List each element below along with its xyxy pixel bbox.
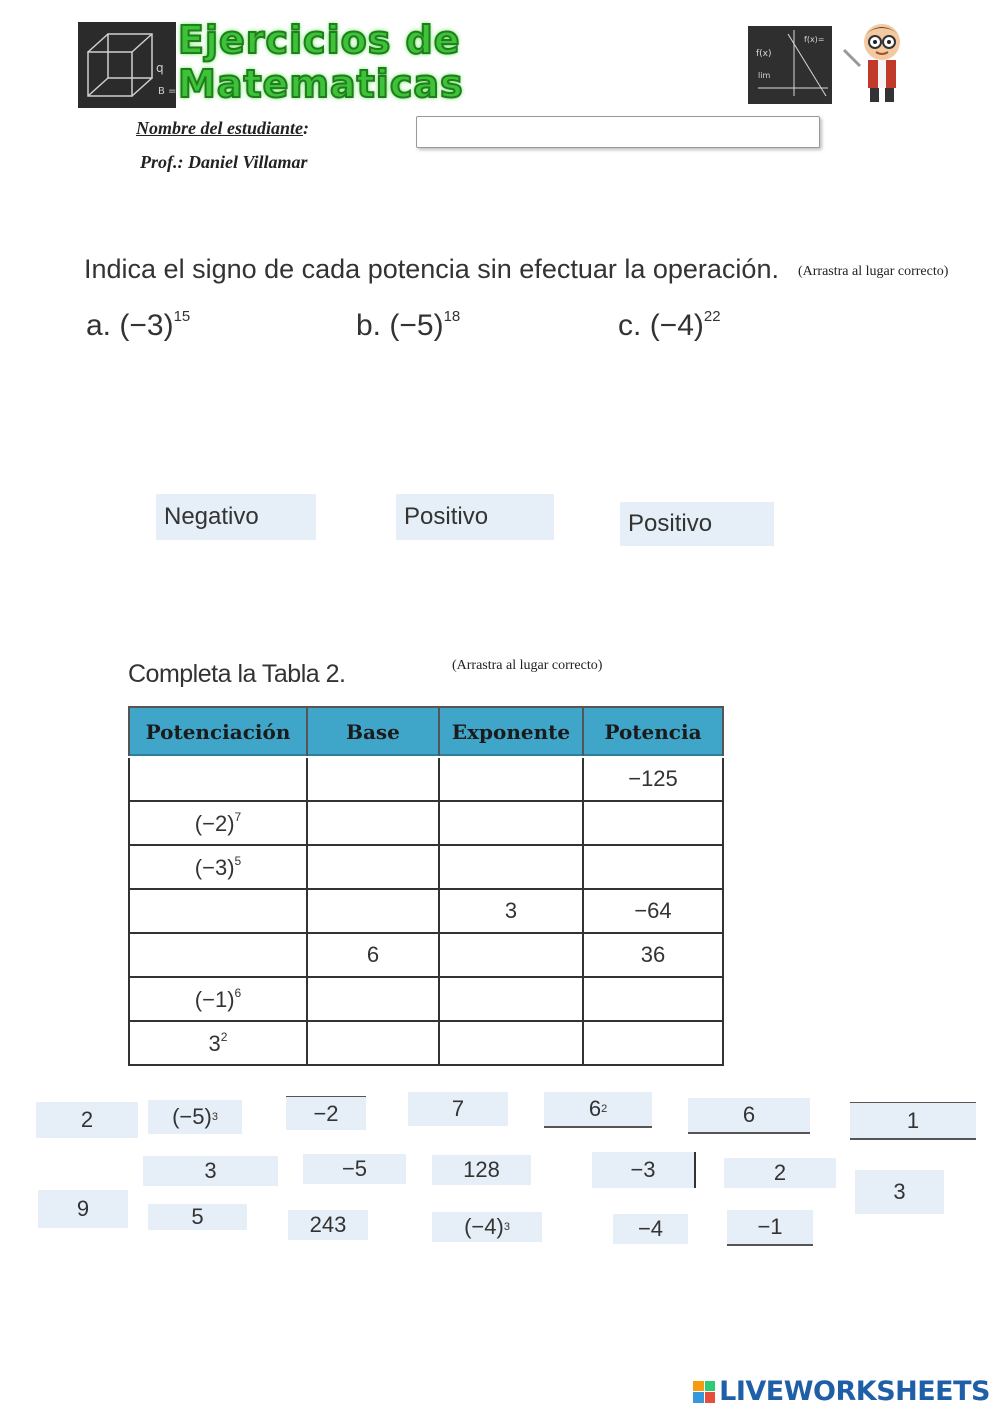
student-name-input[interactable]: [416, 116, 820, 148]
question-2-hint: (Arrastra al lugar correcto): [452, 658, 603, 673]
drag-token[interactable]: −4: [613, 1214, 688, 1244]
drag-token[interactable]: 2: [36, 1102, 138, 1138]
table-row: [129, 1021, 723, 1065]
drop-cell-exponente[interactable]: [439, 845, 583, 889]
table-row: [129, 933, 723, 977]
teacher-cartoon-icon: [838, 20, 926, 106]
drag-token[interactable]: −5: [303, 1154, 406, 1184]
expression-c: c. $(-4)^{22}$: [618, 308, 721, 342]
student-name-label: Nombre del estudiante:: [136, 118, 309, 138]
drop-cell-base[interactable]: [307, 845, 439, 889]
title-banner: [178, 18, 748, 106]
cell-potenciacion: $(-3)^5$: [129, 845, 307, 889]
drag-token[interactable]: (−5) 3: [148, 1100, 242, 1134]
question-2-instruction: Completa la Tabla 2.: [128, 660, 346, 688]
cell-base: 6: [307, 933, 439, 977]
table-row: [129, 801, 723, 845]
expression-a: a. $(-3)^{15}$: [86, 308, 191, 342]
table-row: [129, 977, 723, 1021]
drop-cell-potenciacion[interactable]: [129, 889, 307, 933]
table-header-row: [129, 707, 723, 757]
header-potenciacion: Potenciación: [129, 707, 307, 757]
table-row: [129, 757, 723, 801]
drop-cell-potencia[interactable]: [583, 1021, 723, 1065]
drag-token[interactable]: 3: [855, 1170, 944, 1214]
svg-text:f(x): f(x): [756, 49, 772, 59]
svg-text:lim: lim: [758, 71, 771, 80]
drag-token[interactable]: 1: [850, 1102, 976, 1140]
drop-cell-base[interactable]: [307, 889, 439, 933]
liveworksheets-logo: [693, 1376, 990, 1407]
drop-cell-exponente[interactable]: [439, 1021, 583, 1065]
drag-token[interactable]: 7: [408, 1092, 508, 1126]
header-base: Base: [307, 707, 439, 757]
drop-cell-base[interactable]: [307, 801, 439, 845]
svg-text:f(x)=: f(x)=: [804, 35, 825, 44]
answer-chip-c[interactable]: Positivo: [620, 502, 774, 546]
cell-potenciacion: $(-2)^7$: [129, 801, 307, 845]
answer-chip-a[interactable]: Negativo: [156, 494, 316, 540]
drop-cell-base[interactable]: [307, 977, 439, 1021]
question-1-instruction: Indica el signo de cada potencia sin efectuar la operación.: [84, 254, 779, 284]
banner-title: Ejercicios de Matematicas: [178, 18, 464, 106]
professor-label: Prof.: Daniel Villamar: [140, 152, 308, 172]
header-exponente: Exponente: [439, 707, 583, 757]
drop-cell-potenciacion[interactable]: [129, 757, 307, 801]
expression-b: b. $(-5)^{18}$: [356, 308, 461, 342]
drop-cell-potencia[interactable]: [583, 801, 723, 845]
drag-token[interactable]: 3: [143, 1156, 278, 1186]
cube-math-image: [78, 22, 176, 108]
drag-token[interactable]: −3: [592, 1152, 696, 1188]
powers-table: [128, 706, 724, 1066]
drop-cell-exponente[interactable]: [439, 977, 583, 1021]
drag-token[interactable]: 5: [148, 1204, 247, 1230]
drag-token[interactable]: −2: [286, 1096, 366, 1130]
header-potencia: Potencia: [583, 707, 723, 757]
drag-token[interactable]: 128: [432, 1155, 531, 1185]
svg-text:q: q: [156, 61, 164, 75]
table-row: [129, 845, 723, 889]
liveworksheets-icon: [693, 1381, 715, 1403]
svg-text:B =: B =: [158, 86, 176, 97]
drop-cell-base[interactable]: [307, 757, 439, 801]
drop-cell-exponente[interactable]: [439, 933, 583, 977]
answer-chip-b[interactable]: Positivo: [396, 494, 554, 540]
cell-potencia: −64: [583, 889, 723, 933]
cell-potencia: 36: [583, 933, 723, 977]
cell-potenciacion: $3^2$: [129, 1021, 307, 1065]
drag-token[interactable]: 6 2: [544, 1092, 652, 1128]
cell-potenciacion: $(-1)^6$: [129, 977, 307, 1021]
drop-cell-potencia[interactable]: [583, 845, 723, 889]
chalkboard-image: [748, 26, 832, 104]
drop-cell-base[interactable]: [307, 1021, 439, 1065]
cell-potencia: −125: [583, 757, 723, 801]
drag-token[interactable]: 243: [288, 1210, 368, 1240]
drop-cell-potencia[interactable]: [583, 977, 723, 1021]
drag-token[interactable]: 9: [38, 1190, 128, 1228]
drag-token[interactable]: −1: [727, 1210, 813, 1246]
cell-exponente: 3: [439, 889, 583, 933]
drag-token[interactable]: 2: [724, 1158, 836, 1188]
question-1-hint: (Arrastra al lugar correcto): [798, 264, 949, 279]
table-row: [129, 889, 723, 933]
liveworksheets-brand: LIVEWORKSHEETS: [719, 1376, 990, 1407]
drop-cell-exponente[interactable]: [439, 757, 583, 801]
drag-token[interactable]: 6: [688, 1098, 810, 1134]
drop-cell-potenciacion[interactable]: [129, 933, 307, 977]
drop-cell-exponente[interactable]: [439, 801, 583, 845]
drag-token[interactable]: (−4) 3: [432, 1212, 542, 1242]
